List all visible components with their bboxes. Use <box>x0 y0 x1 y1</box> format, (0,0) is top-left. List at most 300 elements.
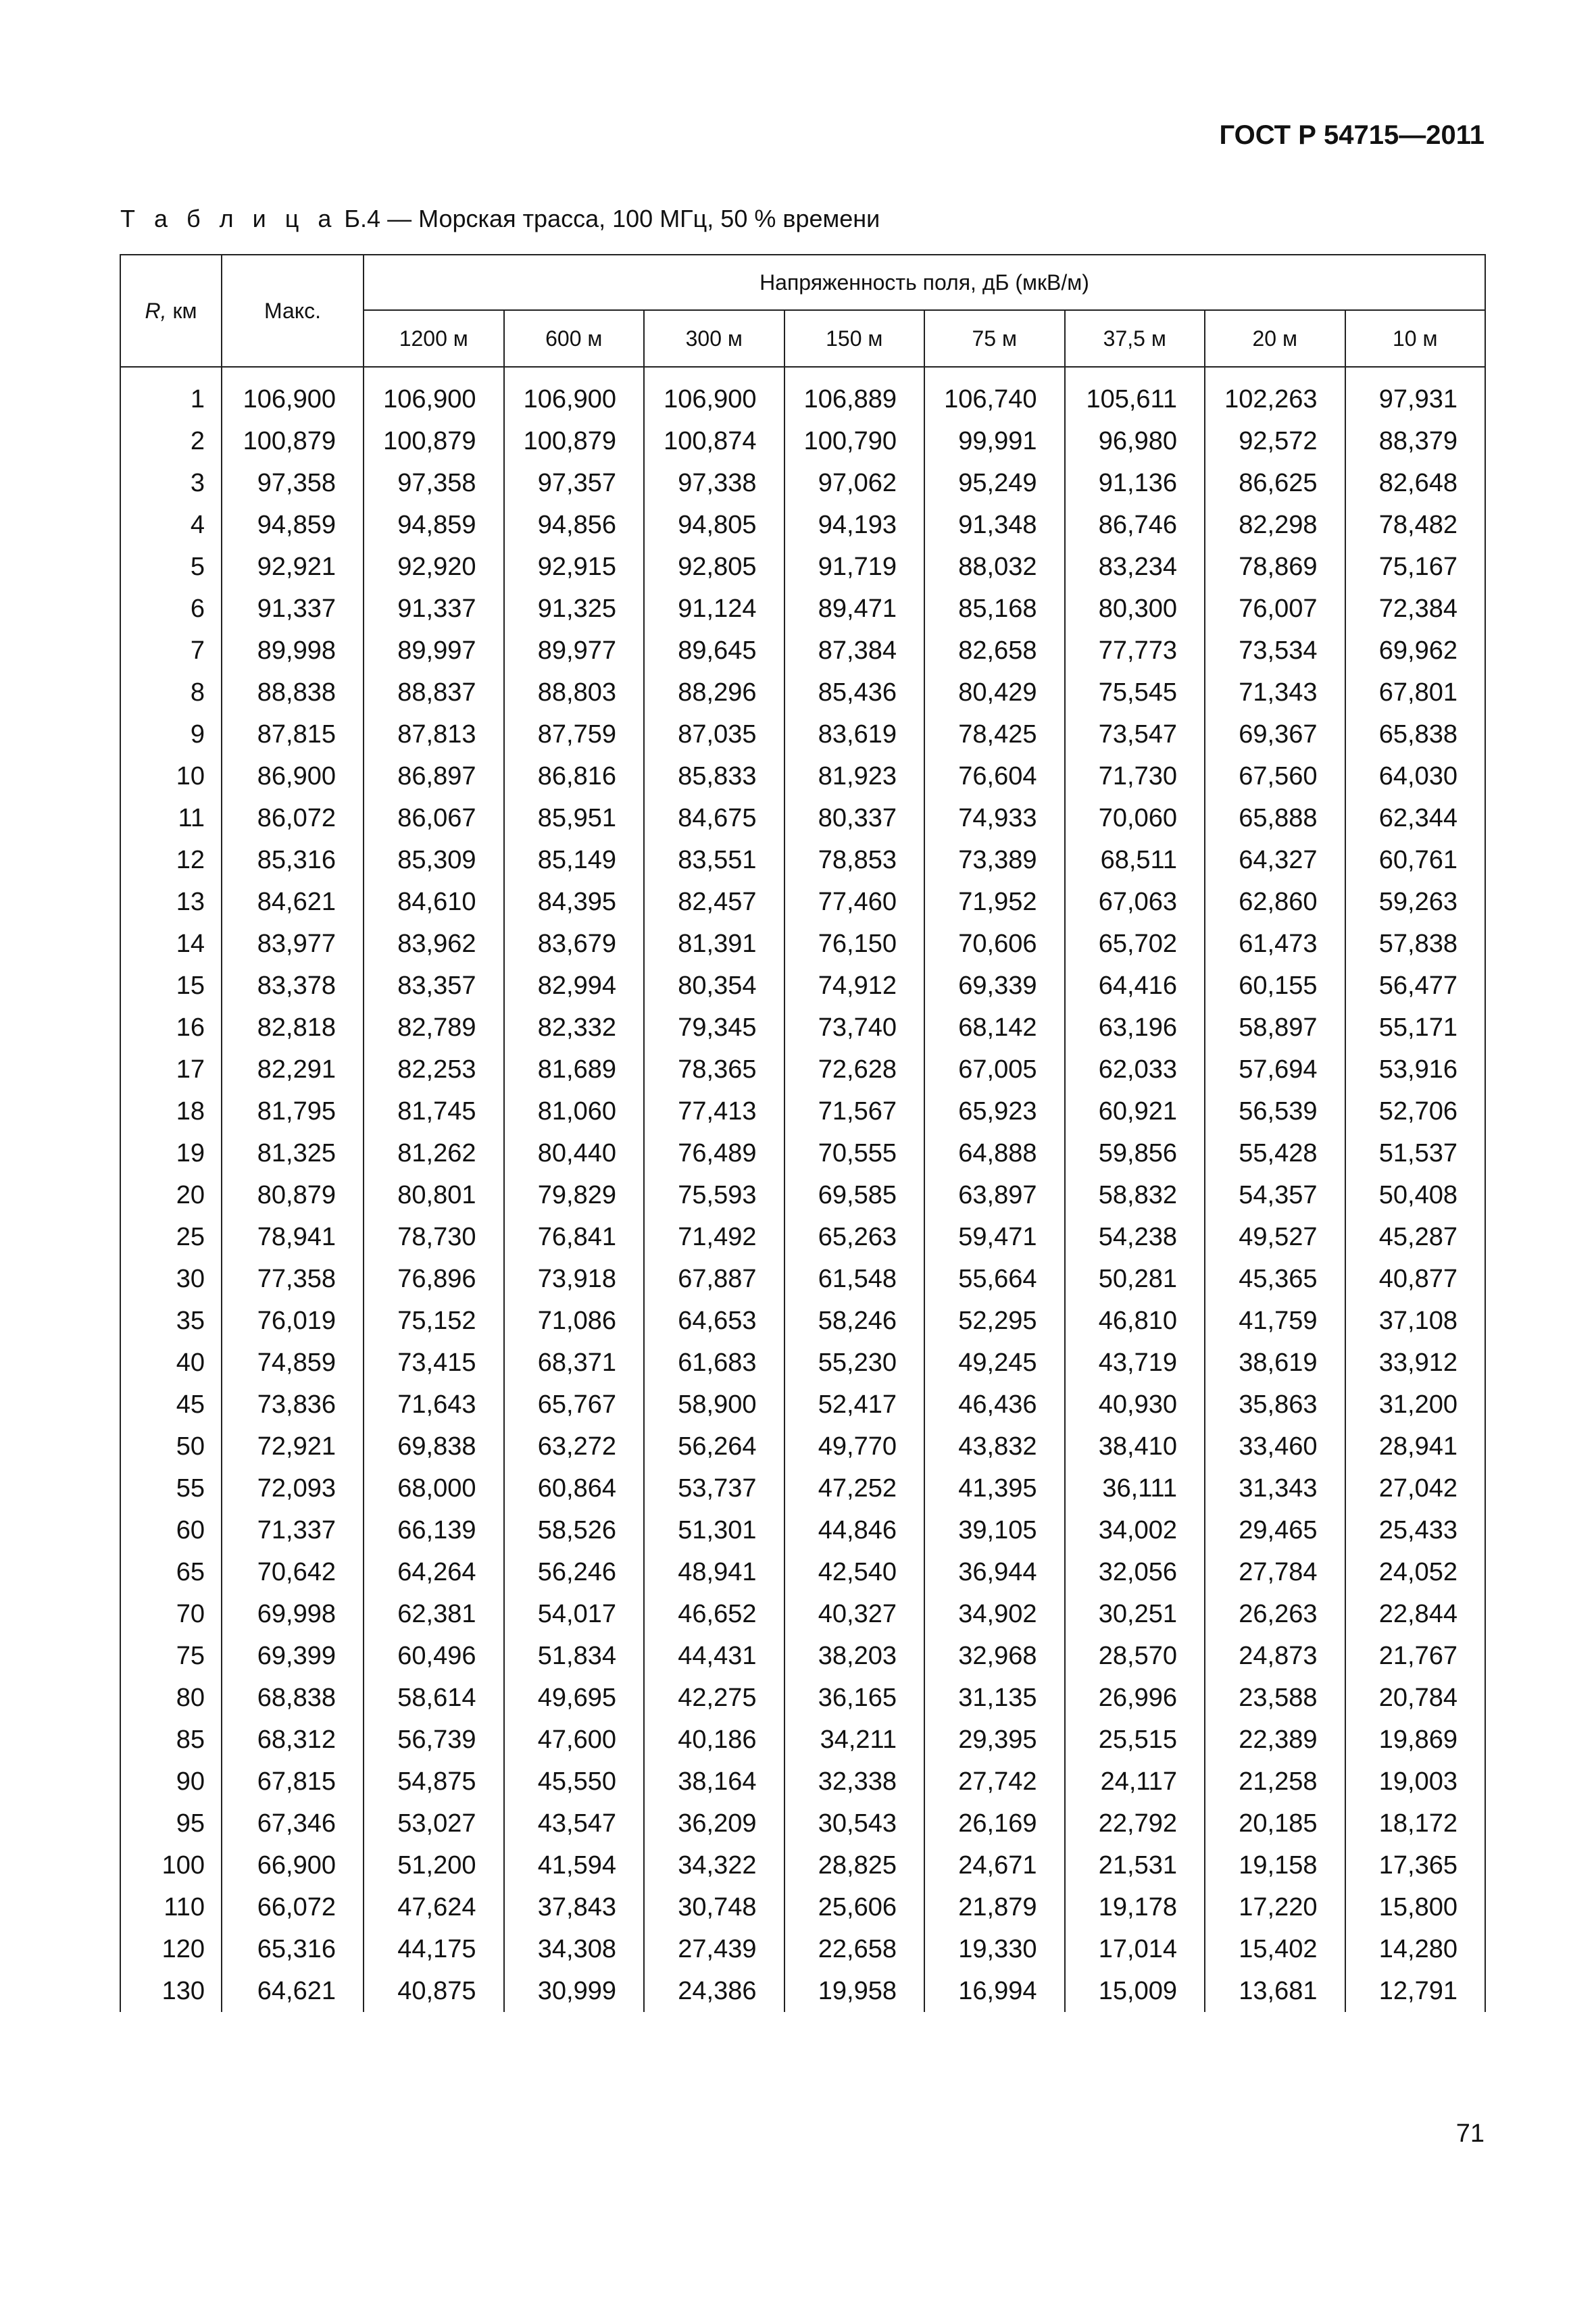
table-row <box>120 1803 1485 1844</box>
max-value-cell: 87,815 <box>222 713 364 755</box>
distance-cell: 90 <box>120 1761 222 1803</box>
field-strength-cell: 19,178 <box>1065 1886 1205 1928</box>
field-strength-cell: 85,951 <box>504 797 645 839</box>
field-strength-cell: 40,875 <box>364 1970 504 2012</box>
field-strength-cell: 19,869 <box>1345 1719 1486 1761</box>
field-strength-cell: 38,619 <box>1205 1342 1345 1384</box>
table-row <box>120 588 1485 630</box>
field-strength-cell: 97,338 <box>644 462 784 504</box>
max-value-cell: 94,859 <box>222 504 364 546</box>
field-strength-cell: 69,962 <box>1345 630 1486 672</box>
field-strength-cell: 16,994 <box>924 1970 1065 2012</box>
field-strength-cell: 92,805 <box>644 546 784 588</box>
field-strength-cell: 46,810 <box>1065 1300 1205 1342</box>
distance-cell: 4 <box>120 504 222 546</box>
column-header-height: 37,5 м <box>1065 310 1205 367</box>
table-row <box>120 1049 1485 1090</box>
field-strength-cell: 73,547 <box>1065 713 1205 755</box>
field-strength-cell: 75,593 <box>644 1174 784 1216</box>
field-strength-cell: 46,436 <box>924 1384 1065 1426</box>
field-strength-cell: 30,999 <box>504 1970 645 2012</box>
field-strength-cell: 68,511 <box>1065 839 1205 881</box>
field-strength-cell: 44,175 <box>364 1928 504 1970</box>
field-strength-cell: 71,343 <box>1205 672 1345 713</box>
field-strength-cell: 60,761 <box>1345 839 1486 881</box>
field-strength-cell: 34,902 <box>924 1593 1065 1635</box>
field-strength-cell: 36,944 <box>924 1551 1065 1593</box>
field-strength-cell: 62,344 <box>1345 797 1486 839</box>
distance-cell: 18 <box>120 1090 222 1132</box>
field-strength-cell: 73,918 <box>504 1258 645 1300</box>
table-row <box>120 1761 1485 1803</box>
field-strength-cell: 22,658 <box>784 1928 925 1970</box>
table-row <box>120 1677 1485 1719</box>
field-strength-cell: 68,371 <box>504 1342 645 1384</box>
table-row <box>120 1007 1485 1049</box>
distance-cell: 25 <box>120 1216 222 1258</box>
table-row <box>120 1384 1485 1426</box>
field-strength-cell: 65,767 <box>504 1384 645 1426</box>
field-strength-cell: 72,384 <box>1345 588 1486 630</box>
field-strength-cell: 71,643 <box>364 1384 504 1426</box>
field-strength-cell: 50,281 <box>1065 1258 1205 1300</box>
field-strength-cell: 76,007 <box>1205 588 1345 630</box>
field-strength-cell: 84,395 <box>504 881 645 923</box>
field-strength-cell: 31,343 <box>1205 1467 1345 1509</box>
distance-cell: 9 <box>120 713 222 755</box>
distance-cell: 35 <box>120 1300 222 1342</box>
field-strength-cell: 85,309 <box>364 839 504 881</box>
field-strength-cell: 52,706 <box>1345 1090 1486 1132</box>
field-strength-cell: 22,389 <box>1205 1719 1345 1761</box>
field-strength-cell: 50,408 <box>1345 1174 1486 1216</box>
field-strength-cell: 81,262 <box>364 1132 504 1174</box>
max-value-cell: 68,838 <box>222 1677 364 1719</box>
table-row <box>120 1551 1485 1593</box>
field-strength-cell: 68,000 <box>364 1467 504 1509</box>
field-strength-cell: 56,477 <box>1345 965 1486 1007</box>
field-strength-cell: 64,030 <box>1345 755 1486 797</box>
field-strength-cell: 82,658 <box>924 630 1065 672</box>
table-row <box>120 1342 1485 1384</box>
field-strength-cell: 86,816 <box>504 755 645 797</box>
field-strength-cell: 17,014 <box>1065 1928 1205 1970</box>
field-strength-cell: 62,033 <box>1065 1049 1205 1090</box>
field-strength-cell: 26,996 <box>1065 1677 1205 1719</box>
max-value-cell: 68,312 <box>222 1719 364 1761</box>
field-strength-cell: 58,832 <box>1065 1174 1205 1216</box>
field-strength-cell: 52,417 <box>784 1384 925 1426</box>
field-strength-cell: 45,550 <box>504 1761 645 1803</box>
max-value-cell: 97,358 <box>222 462 364 504</box>
distance-cell: 40 <box>120 1342 222 1384</box>
field-strength-cell: 26,169 <box>924 1803 1065 1844</box>
field-strength-cell: 69,585 <box>784 1174 925 1216</box>
field-strength-cell: 82,457 <box>644 881 784 923</box>
field-strength-cell: 40,186 <box>644 1719 784 1761</box>
field-strength-cell: 78,425 <box>924 713 1065 755</box>
table-row <box>120 420 1485 462</box>
field-strength-cell: 65,923 <box>924 1090 1065 1132</box>
field-strength-cell: 69,367 <box>1205 713 1345 755</box>
field-strength-cell: 45,287 <box>1345 1216 1486 1258</box>
field-strength-cell: 32,968 <box>924 1635 1065 1677</box>
field-strength-cell: 49,695 <box>504 1677 645 1719</box>
field-strength-cell: 100,874 <box>644 420 784 462</box>
header-gap-cell <box>364 367 504 378</box>
field-strength-cell: 80,429 <box>924 672 1065 713</box>
table-row <box>120 1928 1485 1970</box>
field-strength-cell: 40,930 <box>1065 1384 1205 1426</box>
table-row <box>120 1719 1485 1761</box>
max-value-cell: 66,900 <box>222 1844 364 1886</box>
field-strength-cell: 87,035 <box>644 713 784 755</box>
field-strength-cell: 94,805 <box>644 504 784 546</box>
field-strength-cell: 83,357 <box>364 965 504 1007</box>
field-strength-cell: 33,460 <box>1205 1426 1345 1467</box>
field-strength-cell: 79,345 <box>644 1007 784 1049</box>
distance-cell: 14 <box>120 923 222 965</box>
table-row <box>120 755 1485 797</box>
field-strength-cell: 43,547 <box>504 1803 645 1844</box>
field-strength-cell: 55,171 <box>1345 1007 1486 1049</box>
field-strength-cell: 42,540 <box>784 1551 925 1593</box>
field-strength-cell: 30,748 <box>644 1886 784 1928</box>
column-header-height: 150 м <box>784 310 925 367</box>
max-value-cell: 66,072 <box>222 1886 364 1928</box>
table-row <box>120 965 1485 1007</box>
field-strength-cell: 51,301 <box>644 1509 784 1551</box>
field-strength-cell: 73,534 <box>1205 630 1345 672</box>
field-strength-cell: 43,719 <box>1065 1342 1205 1384</box>
field-strength-cell: 82,253 <box>364 1049 504 1090</box>
field-strength-cell: 44,431 <box>644 1635 784 1677</box>
field-strength-cell: 27,042 <box>1345 1467 1486 1509</box>
field-strength-cell: 24,386 <box>644 1970 784 2012</box>
max-value-cell: 77,358 <box>222 1258 364 1300</box>
table-row <box>120 672 1485 713</box>
field-strength-cell: 58,900 <box>644 1384 784 1426</box>
field-strength-cell: 39,105 <box>924 1509 1065 1551</box>
table-row <box>120 1216 1485 1258</box>
field-strength-cell: 56,739 <box>364 1719 504 1761</box>
field-strength-cell: 58,526 <box>504 1509 645 1551</box>
distance-cell: 95 <box>120 1803 222 1844</box>
max-value-cell: 70,642 <box>222 1551 364 1593</box>
table-caption-prefix: Т а б л и ц а <box>120 205 338 232</box>
table-row <box>120 881 1485 923</box>
field-strength-cell: 62,381 <box>364 1593 504 1635</box>
field-strength-cell: 106,740 <box>924 378 1065 420</box>
field-strength-cell: 82,994 <box>504 965 645 1007</box>
field-strength-cell: 21,767 <box>1345 1635 1486 1677</box>
distance-cell: 85 <box>120 1719 222 1761</box>
field-strength-cell: 44,846 <box>784 1509 925 1551</box>
field-strength-cell: 36,111 <box>1065 1467 1205 1509</box>
header-gap-cell <box>120 367 222 378</box>
field-strength-cell: 71,492 <box>644 1216 784 1258</box>
field-strength-cell: 88,032 <box>924 546 1065 588</box>
field-strength-cell: 58,897 <box>1205 1007 1345 1049</box>
header-gap-cell <box>924 367 1065 378</box>
field-strength-cell: 33,912 <box>1345 1342 1486 1384</box>
field-strength-cell: 78,365 <box>644 1049 784 1090</box>
max-value-cell: 72,921 <box>222 1426 364 1467</box>
field-strength-cell: 49,770 <box>784 1426 925 1467</box>
field-strength-cell: 73,389 <box>924 839 1065 881</box>
field-strength-cell: 61,548 <box>784 1258 925 1300</box>
field-strength-cell: 52,295 <box>924 1300 1065 1342</box>
max-value-cell: 106,900 <box>222 378 364 420</box>
field-strength-cell: 82,648 <box>1345 462 1486 504</box>
field-strength-cell: 55,428 <box>1205 1132 1345 1174</box>
max-value-cell: 100,879 <box>222 420 364 462</box>
field-strength-cell: 20,784 <box>1345 1677 1486 1719</box>
field-strength-cell: 65,263 <box>784 1216 925 1258</box>
table-row <box>120 1174 1485 1216</box>
table-row <box>120 504 1485 546</box>
field-strength-cell: 83,619 <box>784 713 925 755</box>
field-strength-cell: 82,789 <box>364 1007 504 1049</box>
distance-cell: 80 <box>120 1677 222 1719</box>
field-strength-cell: 80,300 <box>1065 588 1205 630</box>
max-value-cell: 91,337 <box>222 588 364 630</box>
distance-cell: 12 <box>120 839 222 881</box>
field-strength-cell: 47,624 <box>364 1886 504 1928</box>
field-strength-cell: 47,600 <box>504 1719 645 1761</box>
field-strength-cell: 80,801 <box>364 1174 504 1216</box>
field-strength-cell: 31,135 <box>924 1677 1065 1719</box>
field-strength-cell: 102,263 <box>1205 378 1345 420</box>
header-gap-cell <box>1205 367 1345 378</box>
field-strength-cell: 54,017 <box>504 1593 645 1635</box>
distance-cell: 30 <box>120 1258 222 1300</box>
field-strength-cell: 63,272 <box>504 1426 645 1467</box>
field-strength-cell: 24,052 <box>1345 1551 1486 1593</box>
field-strength-cell: 83,962 <box>364 923 504 965</box>
field-strength-cell: 53,027 <box>364 1803 504 1844</box>
field-strength-cell: 76,604 <box>924 755 1065 797</box>
field-strength-cell: 31,200 <box>1345 1384 1486 1426</box>
field-strength-cell: 56,264 <box>644 1426 784 1467</box>
field-strength-cell: 53,737 <box>644 1467 784 1509</box>
max-value-cell: 80,879 <box>222 1174 364 1216</box>
header-gap-cell <box>644 367 784 378</box>
column-group-header-field-strength: Напряженность поля, дБ (мкВ/м) <box>364 255 1485 310</box>
max-value-cell: 83,378 <box>222 965 364 1007</box>
distance-cell: 7 <box>120 630 222 672</box>
field-strength-cell: 34,308 <box>504 1928 645 1970</box>
field-strength-cell: 97,931 <box>1345 378 1486 420</box>
max-value-cell: 82,818 <box>222 1007 364 1049</box>
field-strength-cell: 67,005 <box>924 1049 1065 1090</box>
field-strength-cell: 85,436 <box>784 672 925 713</box>
field-strength-cell: 51,537 <box>1345 1132 1486 1174</box>
field-strength-cell: 34,002 <box>1065 1509 1205 1551</box>
field-strength-cell: 94,859 <box>364 504 504 546</box>
field-strength-cell: 54,238 <box>1065 1216 1205 1258</box>
distance-cell: 65 <box>120 1551 222 1593</box>
table-row <box>120 1258 1485 1300</box>
distance-cell: 20 <box>120 1174 222 1216</box>
field-strength-cell: 81,745 <box>364 1090 504 1132</box>
field-strength-cell: 64,264 <box>364 1551 504 1593</box>
field-strength-cell: 88,837 <box>364 672 504 713</box>
field-strength-cell: 62,860 <box>1205 881 1345 923</box>
field-strength-cell: 88,379 <box>1345 420 1486 462</box>
field-strength-cell: 18,172 <box>1345 1803 1486 1844</box>
field-strength-cell: 71,730 <box>1065 755 1205 797</box>
field-strength-cell: 94,193 <box>784 504 925 546</box>
table-row <box>120 378 1485 420</box>
field-strength-cell: 83,679 <box>504 923 645 965</box>
table-row <box>120 1426 1485 1467</box>
field-strength-cell: 29,395 <box>924 1719 1065 1761</box>
max-value-cell: 88,838 <box>222 672 364 713</box>
table-row <box>120 546 1485 588</box>
field-strength-cell: 49,527 <box>1205 1216 1345 1258</box>
field-strength-cell: 23,588 <box>1205 1677 1345 1719</box>
field-strength-cell: 54,357 <box>1205 1174 1345 1216</box>
distance-cell: 16 <box>120 1007 222 1049</box>
distance-cell: 8 <box>120 672 222 713</box>
field-strength-cell: 92,572 <box>1205 420 1345 462</box>
field-strength-cell: 12,791 <box>1345 1970 1486 2012</box>
field-strength-cell: 28,941 <box>1345 1426 1486 1467</box>
field-strength-cell: 100,879 <box>364 420 504 462</box>
max-value-cell: 86,072 <box>222 797 364 839</box>
field-strength-cell: 17,365 <box>1345 1844 1486 1886</box>
table-row <box>120 462 1485 504</box>
field-strength-cell: 86,897 <box>364 755 504 797</box>
field-strength-cell: 22,844 <box>1345 1593 1486 1635</box>
column-header-height: 300 м <box>644 310 784 367</box>
field-strength-table <box>120 254 1486 2012</box>
field-strength-cell: 105,611 <box>1065 378 1205 420</box>
max-value-cell: 82,291 <box>222 1049 364 1090</box>
field-strength-cell: 26,263 <box>1205 1593 1345 1635</box>
field-strength-cell: 89,997 <box>364 630 504 672</box>
max-value-cell: 76,019 <box>222 1300 364 1342</box>
distance-cell: 10 <box>120 755 222 797</box>
field-strength-cell: 78,482 <box>1345 504 1486 546</box>
field-strength-cell: 58,614 <box>364 1677 504 1719</box>
field-strength-cell: 57,694 <box>1205 1049 1345 1090</box>
field-strength-cell: 75,152 <box>364 1300 504 1342</box>
field-strength-cell: 81,391 <box>644 923 784 965</box>
field-strength-cell: 46,652 <box>644 1593 784 1635</box>
table-row <box>120 1844 1485 1886</box>
field-strength-cell: 83,551 <box>644 839 784 881</box>
field-strength-cell: 40,877 <box>1345 1258 1486 1300</box>
field-strength-cell: 59,471 <box>924 1216 1065 1258</box>
field-strength-cell: 67,560 <box>1205 755 1345 797</box>
column-header-height: 600 м <box>504 310 645 367</box>
header-gap-cell <box>784 367 925 378</box>
field-strength-cell: 48,941 <box>644 1551 784 1593</box>
field-strength-cell: 77,773 <box>1065 630 1205 672</box>
field-strength-cell: 41,759 <box>1205 1300 1345 1342</box>
field-strength-cell: 57,838 <box>1345 923 1486 965</box>
field-strength-cell: 82,298 <box>1205 504 1345 546</box>
field-strength-cell: 96,980 <box>1065 420 1205 462</box>
field-strength-cell: 65,838 <box>1345 713 1486 755</box>
distance-cell: 75 <box>120 1635 222 1677</box>
max-value-cell: 92,921 <box>222 546 364 588</box>
field-strength-cell: 89,645 <box>644 630 784 672</box>
max-value-cell: 69,399 <box>222 1635 364 1677</box>
field-strength-cell: 80,440 <box>504 1132 645 1174</box>
field-strength-cell: 88,296 <box>644 672 784 713</box>
table-row <box>120 1970 1485 2012</box>
field-strength-cell: 78,730 <box>364 1216 504 1258</box>
field-strength-cell: 63,897 <box>924 1174 1065 1216</box>
field-strength-cell: 70,060 <box>1065 797 1205 839</box>
field-strength-cell: 64,888 <box>924 1132 1065 1174</box>
field-strength-cell: 91,337 <box>364 588 504 630</box>
table-row <box>120 839 1485 881</box>
field-strength-cell: 73,415 <box>364 1342 504 1384</box>
field-strength-cell: 80,354 <box>644 965 784 1007</box>
field-strength-cell: 49,245 <box>924 1342 1065 1384</box>
distance-cell: 60 <box>120 1509 222 1551</box>
table-caption <box>120 205 880 233</box>
field-strength-cell: 75,545 <box>1065 672 1205 713</box>
field-strength-cell: 67,887 <box>644 1258 784 1300</box>
table-row <box>120 1300 1485 1342</box>
field-strength-cell: 76,150 <box>784 923 925 965</box>
field-strength-cell: 84,610 <box>364 881 504 923</box>
field-strength-cell: 27,742 <box>924 1761 1065 1803</box>
field-strength-cell: 67,063 <box>1065 881 1205 923</box>
field-strength-cell: 36,209 <box>644 1803 784 1844</box>
field-strength-cell: 60,496 <box>364 1635 504 1677</box>
field-strength-cell: 83,234 <box>1065 546 1205 588</box>
max-value-cell: 84,621 <box>222 881 364 923</box>
distance-cell: 70 <box>120 1593 222 1635</box>
field-strength-cell: 60,155 <box>1205 965 1345 1007</box>
field-strength-cell: 92,920 <box>364 546 504 588</box>
field-strength-cell: 51,834 <box>504 1635 645 1677</box>
field-strength-cell: 55,664 <box>924 1258 1065 1300</box>
max-value-cell: 64,621 <box>222 1970 364 2012</box>
field-strength-cell: 87,759 <box>504 713 645 755</box>
field-strength-cell: 88,803 <box>504 672 645 713</box>
field-strength-cell: 34,322 <box>644 1844 784 1886</box>
field-strength-cell: 70,555 <box>784 1132 925 1174</box>
field-strength-cell: 55,230 <box>784 1342 925 1384</box>
max-value-cell: 67,815 <box>222 1761 364 1803</box>
field-strength-cell: 91,719 <box>784 546 925 588</box>
field-strength-cell: 64,416 <box>1065 965 1205 1007</box>
field-strength-cell: 100,879 <box>504 420 645 462</box>
field-strength-cell: 85,168 <box>924 588 1065 630</box>
column-header-height: 20 м <box>1205 310 1345 367</box>
max-value-cell: 85,316 <box>222 839 364 881</box>
field-strength-cell: 76,896 <box>364 1258 504 1300</box>
distance-cell: 130 <box>120 1970 222 2012</box>
field-strength-cell: 24,873 <box>1205 1635 1345 1677</box>
column-header-max: Макс. <box>222 255 364 367</box>
field-strength-cell: 91,348 <box>924 504 1065 546</box>
field-strength-cell: 91,325 <box>504 588 645 630</box>
max-value-cell: 67,346 <box>222 1803 364 1844</box>
field-strength-cell: 28,570 <box>1065 1635 1205 1677</box>
field-strength-cell: 27,439 <box>644 1928 784 1970</box>
field-strength-cell: 89,471 <box>784 588 925 630</box>
field-strength-cell: 63,196 <box>1065 1007 1205 1049</box>
field-strength-cell: 41,594 <box>504 1844 645 1886</box>
